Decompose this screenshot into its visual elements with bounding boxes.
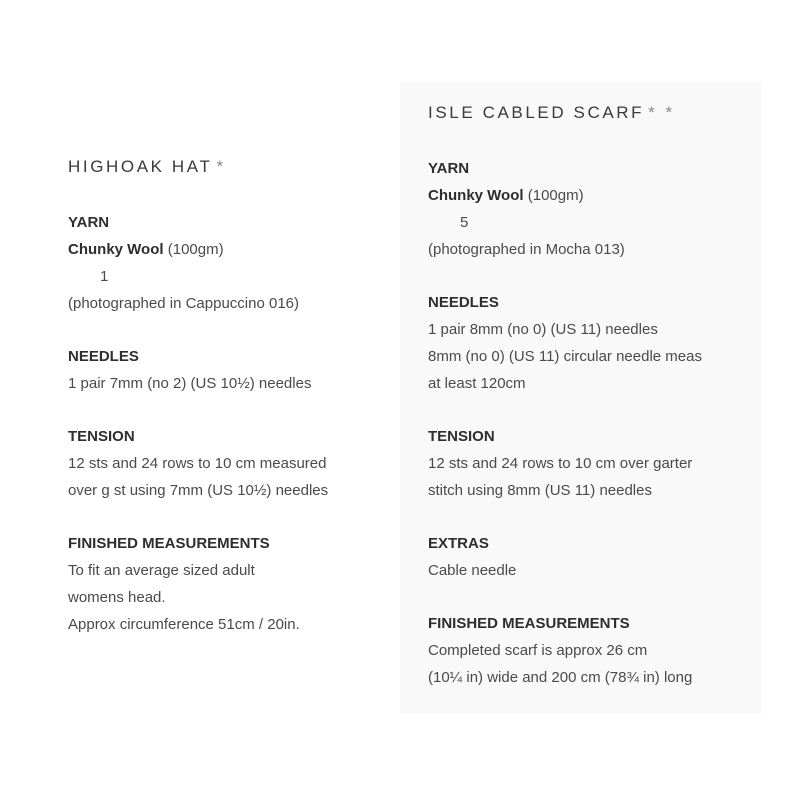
scarf-difficulty-stars: * * — [648, 103, 676, 122]
hat-tension-heading: TENSION — [68, 428, 135, 445]
hat-yarn-weight: (100gm) — [167, 241, 224, 258]
scarf-title — [428, 100, 788, 126]
scarf-title-text: ISLE CABLED SCARF — [428, 103, 645, 122]
scarf-tension-line: 12 sts and 24 rows to 10 cm over garter — [428, 455, 693, 472]
hat-measurements-line: To fit an average sized adult — [68, 562, 255, 579]
scarf-extras-heading: EXTRAS — [428, 535, 489, 552]
hat-yarn-section — [68, 209, 388, 317]
scarf-measurements-section — [428, 610, 788, 691]
scarf-yarn-name: Chunky Wool — [428, 187, 524, 204]
hat-yarn-heading: YARN — [68, 214, 110, 231]
scarf-needles-line: 1 pair 8mm (no 0) (US 11) needles — [428, 321, 658, 338]
hat-tension-line: 12 sts and 24 rows to 10 cm measured — [68, 455, 327, 472]
hat-tension-line: over g st using 7mm (US 10½) needles — [68, 482, 329, 499]
hat-needles-section — [68, 343, 388, 397]
scarf-needles-heading: NEEDLES — [428, 294, 499, 311]
hat-needles-line: 1 pair 7mm (no 2) (US 10½) needles — [68, 375, 312, 392]
hat-pattern-column — [68, 154, 388, 638]
scarf-pattern-column — [428, 100, 788, 691]
scarf-yarn-line — [428, 182, 788, 209]
hat-difficulty-stars: * — [216, 157, 227, 176]
scarf-yarn-quantity: 5 — [460, 214, 469, 231]
hat-tension-section — [68, 423, 388, 504]
hat-yarn-quantity: 1 — [100, 268, 109, 285]
hat-yarn-color: (photographed in Cappuccino 016) — [68, 295, 299, 312]
hat-measurements-section — [68, 530, 388, 638]
hat-needles-heading: NEEDLES — [68, 348, 139, 365]
scarf-yarn-weight: (100gm) — [527, 187, 584, 204]
scarf-extras-section — [428, 530, 788, 584]
hat-title — [68, 154, 388, 180]
scarf-tension-line: stitch using 8mm (US 11) needles — [428, 482, 652, 499]
scarf-needles-section — [428, 289, 788, 397]
scarf-yarn-section — [428, 155, 788, 263]
scarf-needles-line: 8mm (no 0) (US 11) circular needle meas — [428, 348, 702, 365]
scarf-tension-section — [428, 423, 788, 504]
scarf-measurements-line: (10¼ in) wide and 200 cm (78¾ in) long — [428, 669, 693, 686]
scarf-measurements-heading: FINISHED MEASUREMENTS — [428, 615, 630, 632]
hat-measurements-line: Approx circumference 51cm / 20in. — [68, 616, 300, 633]
hat-title-text: HIGHOAK HAT — [68, 157, 213, 176]
scarf-measurements-line: Completed scarf is approx 26 cm — [428, 642, 648, 659]
scarf-extras-line: Cable needle — [428, 562, 517, 579]
scarf-yarn-color: (photographed in Mocha 013) — [428, 241, 625, 258]
scarf-tension-heading: TENSION — [428, 428, 495, 445]
hat-yarn-name: Chunky Wool — [68, 241, 164, 258]
scarf-yarn-heading: YARN — [428, 160, 470, 177]
scarf-needles-line: at least 120cm — [428, 375, 526, 392]
hat-measurements-heading: FINISHED MEASUREMENTS — [68, 535, 270, 552]
hat-yarn-line — [68, 236, 388, 263]
hat-measurements-line: womens head. — [68, 589, 166, 606]
